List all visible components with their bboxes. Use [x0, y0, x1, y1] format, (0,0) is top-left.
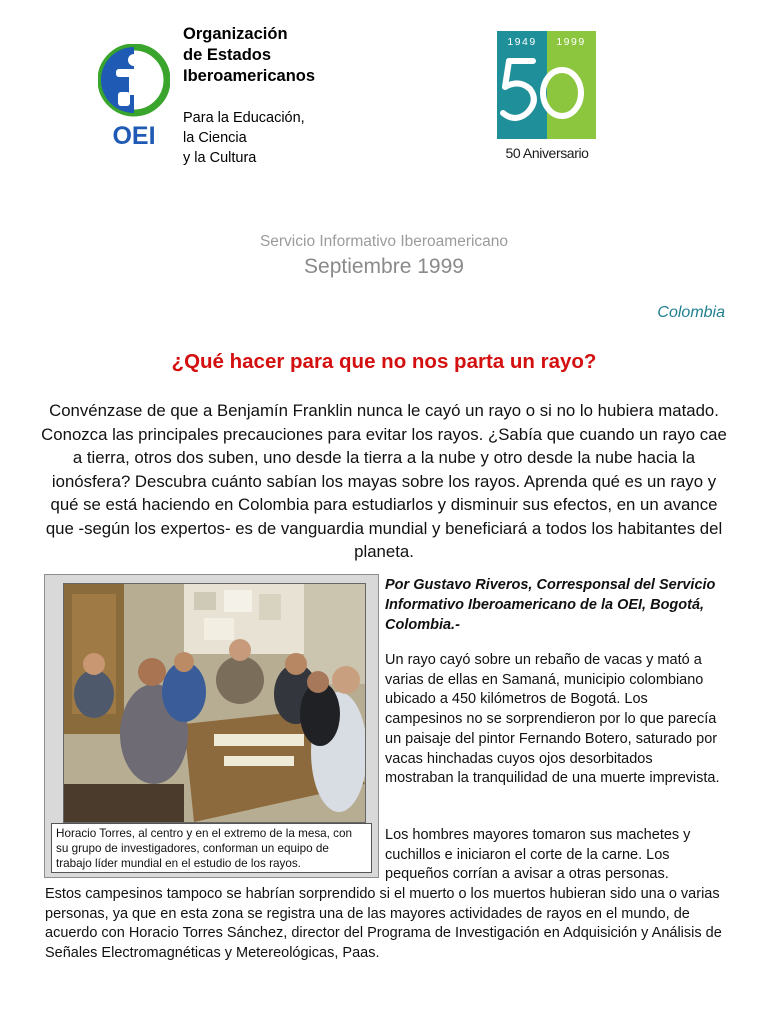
- org-sub-line: y la Cultura: [183, 150, 257, 166]
- anniversary-year-end: 1999: [556, 36, 586, 48]
- body-paragraph: Estos campesinos tampoco se habrían sorprendido si el muerto o los muertos hubieran sido una o varias personas, ya que en esta zona se registra una de las mayores actividades de rayos en el mundo, de acuerdo con Horacio Torres Sánchez, director del Programa de Investigación en Adquisición y Análisis de Señales Electromagnéticas y Metereológicas, Paas.: [45, 886, 722, 962]
- article-title: ¿Qué hacer para que no nos parta un rayo?: [171, 350, 597, 373]
- photo-frame: [44, 574, 379, 878]
- org-sub-line: la Ciencia: [183, 130, 247, 146]
- organization-name: [183, 24, 383, 87]
- photo-caption: Horacio Torres, al centro y en el extremo de la mesa, con su grupo de investigadores, conforman un equipo de trabajo líder mundial en el estudio de los rayos.: [51, 823, 372, 873]
- org-name-line: Iberoamericanos: [183, 67, 316, 85]
- anniversary-year-start: 1949: [507, 36, 537, 48]
- body-paragraph: Un rayo cayó sobre un rebaño de vacas y mató a varias de ellas en Samaná, municipio colombiano ubicado a 450 kilómetros de Bogotá. Los campesinos no se sorprendieron por lo que parecía un paisaje del pintor Fernando Botero, saturado por vacas hinchadas cuyos ojos desorbitados mostraban la tranquilidad de una muerte imprevista.: [385, 652, 720, 787]
- org-sub-line: Para la Educación,: [183, 110, 305, 126]
- service-date: Septiembre 1999: [304, 255, 464, 278]
- logo-text: OEI: [112, 122, 156, 148]
- organization-subtitle: [183, 108, 383, 168]
- org-name-line: Organización: [183, 25, 288, 43]
- org-name-line: de Estados: [183, 46, 272, 64]
- anniversary-badge: [497, 31, 596, 139]
- article-byline: Por Gustavo Riveros, Corresponsal del Servicio Informativo Iberoamericano de la OEI, Bogotá, Colombia.-: [385, 577, 716, 633]
- group-photo: [63, 583, 366, 823]
- country-label: Colombia: [657, 304, 725, 321]
- article-lead: Convénzase de que a Benjamín Franklin nunca le cayó un rayo o si no lo hubiera matado. Conozca las principales precauciones para evitar los rayos. ¿Sabía que cuando un rayo cae a tierra, otros dos suben, uno desde la tierra a la nube y otro desde la nube hacia la ionósfera? Descubra cuánto sabían los mayas sobre los rayos. Aprenda qué es un rayo y qué se está haciendo en Colombia para estudiarlos y disminuir sus efectos, en un avance que -según los expertos- es de vanguardia mundial y beneficiará a todos los habitantes del planeta.: [41, 401, 727, 561]
- oei-logo: [98, 44, 170, 148]
- anniversary-label: 50 Aniversario: [505, 145, 589, 161]
- body-paragraph: Los hombres mayores tomaron sus machetes y cuchillos e iniciaron el corte de la carne. Los pequeños corrían a avisar a otras personas.: [385, 827, 691, 883]
- service-name: Servicio Informativo Iberoamericano: [259, 233, 509, 250]
